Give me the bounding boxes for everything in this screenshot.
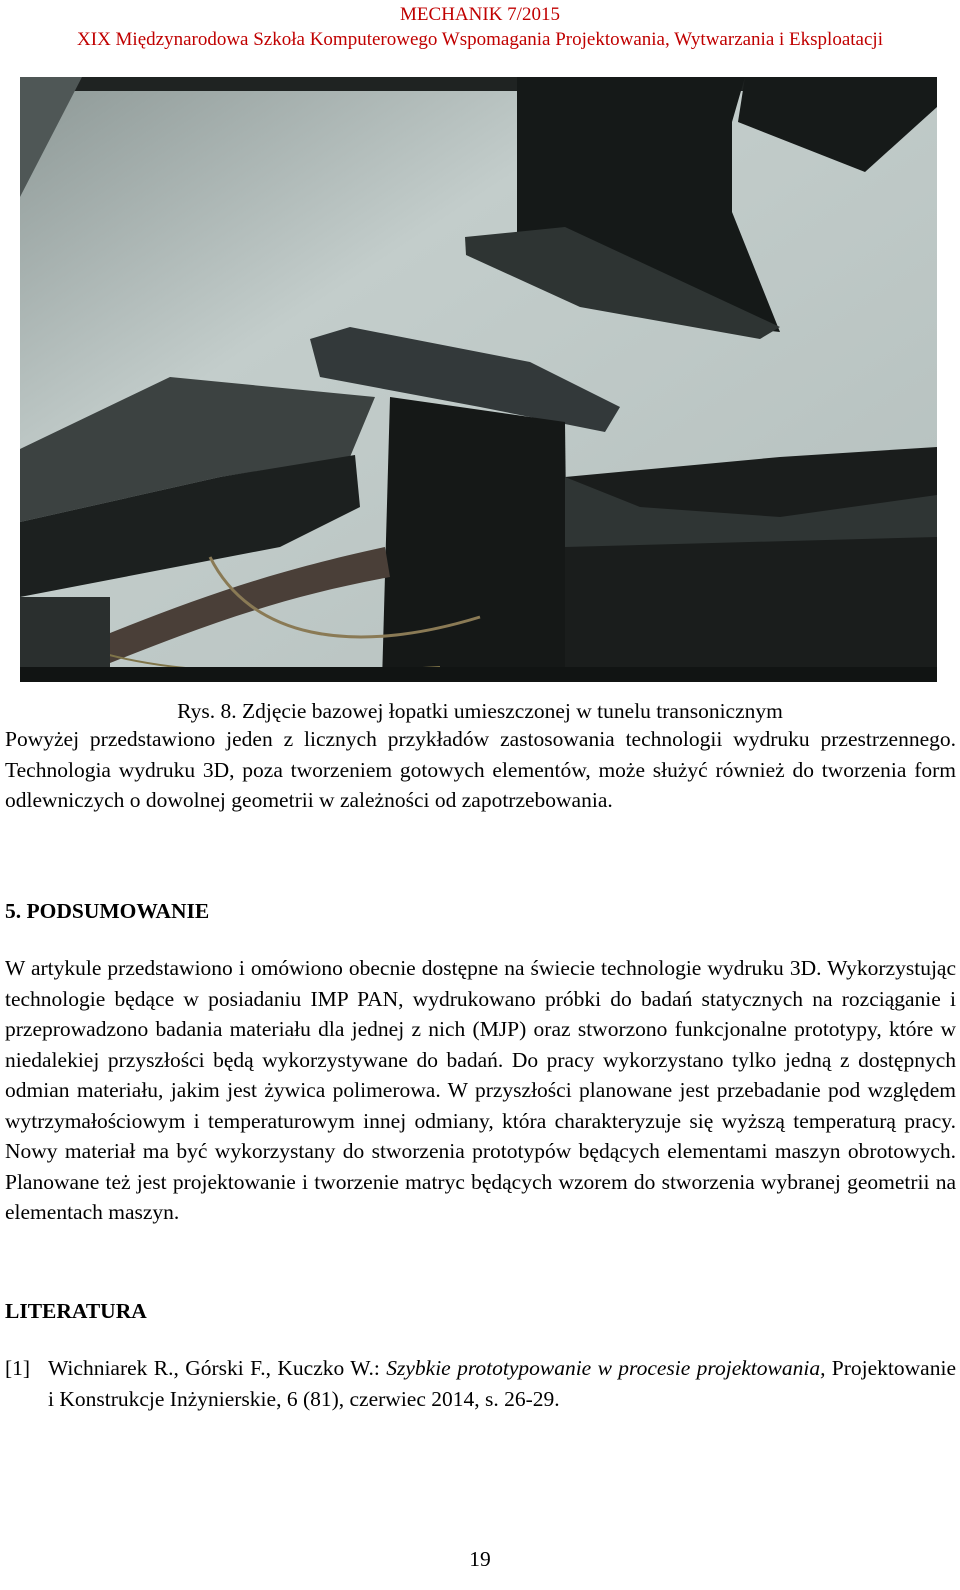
reference-item <box>5 1353 956 1414</box>
reference-number: [1] <box>5 1356 31 1380</box>
references-heading: LITERATURA <box>5 1299 147 1323</box>
reference-authors: Wichniarek R., Górski F., Kuczko W.: <box>48 1356 387 1380</box>
figure-photo-turbine-blade <box>20 77 937 682</box>
reference-source: Projektowanie i Konstrukcje Inżynierskie, 6 (81), czerwiec 2014, s. 26-29. <box>48 1356 956 1411</box>
conference-title: XIX Międzynarodowa Szkoła Komputerowego Wspomagania Projektowania, Wytwarzania i Eksploatacji <box>77 29 883 50</box>
paragraph: Powyżej przedstawiono jeden z licznych przykładów zastosowania technologii wydruku przestrzennego. Technologia wydruku 3D, poza tworzeniem gotowych elementów, może służyć również do tworzenia form odlewniczych o dowolnej geometrii w zależności od zapotrzebowania. <box>5 727 956 812</box>
journal-title: MECHANIK 7/2015 <box>400 4 560 25</box>
page-number: 19 <box>469 1547 491 1571</box>
paragraph: W artykule przedstawiono i omówiono obecnie dostępne na świecie technologie wydruku 3D. Wykorzystując technologie będące w posiadaniu IMP PAN, wydrukowano próbki do badań statycznych na rozciąganie i przeprowadzono badania materiału dla jednej z nich (MJP) oraz stworzono funkcjonalne prototypy, które w niedalekiej przyszłości będą wykorzystywane do badań. Do pracy wykorzystano tylko jedną z dostępnych odmian materiału, jakim jest żywica polimerowa. W przyszłości planowane jest przebadanie pod względem wytrzymałościowym i temperaturowym innej odmiany, która charakteryzuje się wyższą temperaturą pracy. Nowy materiał ma być wykorzystany do stworzenia prototypów będących elementami maszyn obrotowych. Planowane też jest projektowanie i tworzenie matryc będących wzorem do stworzenia wybranej geometrii na elementach maszyn. <box>5 956 956 1224</box>
photo-illustration <box>20 77 937 682</box>
running-header <box>0 2 960 52</box>
section-heading: 5. PODSUMOWANIE <box>5 899 210 923</box>
reference-text <box>48 1353 956 1414</box>
reference-title: Szybkie prototypowanie w procesie projektowania, <box>386 1356 826 1380</box>
figure-caption: Rys. 8. Zdjęcie bazowej łopatki umieszczonej w tunelu transonicznym <box>177 699 783 723</box>
